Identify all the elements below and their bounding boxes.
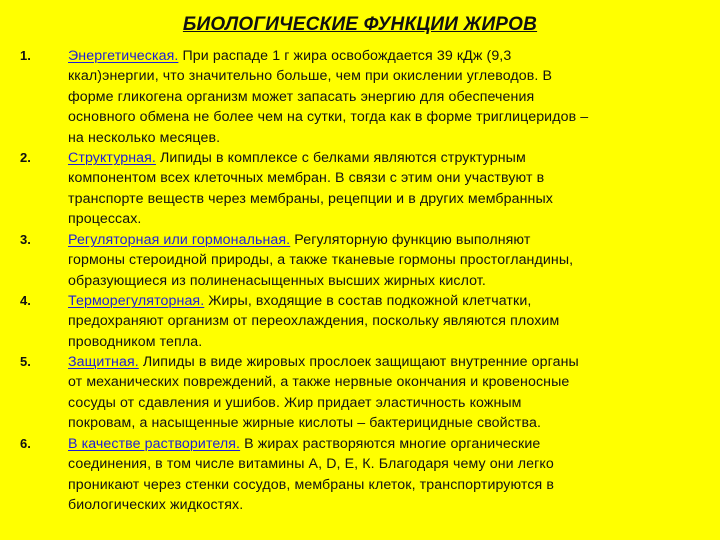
item-term-link[interactable]: Энергетическая. bbox=[68, 48, 179, 64]
item-line: форме гликогена организм может запасать энергию для обеспечения bbox=[68, 88, 535, 105]
item-number: 1. bbox=[20, 48, 31, 63]
item-line: соединения, в том числе витамины А, D, Е, К. Благодаря чему они легко bbox=[68, 456, 554, 473]
item-line: компонентом всех клеточных мембран. В связи с этим они участвуют в bbox=[68, 170, 545, 187]
item-line: процессах. bbox=[68, 211, 142, 228]
item-line: покровам, а насыщенные жирные кислоты – бактерицидные свойства. bbox=[68, 415, 541, 432]
item-number: 6. bbox=[20, 436, 31, 451]
item-line: от механических повреждений, а также нервные окончания и кровеносные bbox=[68, 374, 570, 391]
item-number: 5. bbox=[20, 354, 31, 369]
item-term-link[interactable]: Защитная. bbox=[68, 354, 139, 370]
item-term-link[interactable]: Регуляторная или гормональная. bbox=[68, 232, 291, 248]
item-line: гормоны стероидной природы, а также тканевые гормоны простогландины, bbox=[68, 252, 574, 269]
item-number: 3. bbox=[20, 232, 31, 247]
item-line: образующиеся из полиненасыщенных высших жирных кислот. bbox=[68, 272, 486, 289]
slide-title: БИОЛОГИЧЕСКИЕ ФУНКЦИИ ЖИРОВ bbox=[182, 14, 538, 35]
item-line: предохраняют организм от переохлаждения, поскольку являются плохим bbox=[68, 313, 560, 330]
item-first-line bbox=[68, 291, 708, 311]
item-first-line-text: Жиры, входящие в состав подкожной клетчатки, bbox=[204, 293, 532, 309]
item-first-line-text: При распаде 1 г жира освобождается 39 кДж (9,3 bbox=[178, 48, 512, 64]
item-text bbox=[68, 148, 708, 230]
item-line: сосуды от сдавления и ушибов. Жир придает эластичность кожным bbox=[68, 394, 522, 411]
item-first-line bbox=[68, 230, 708, 250]
item-term-link[interactable]: Терморегуляторная. bbox=[68, 293, 205, 309]
item-line: основного обмена не более чем на сутки, тогда как в форме триглицеридов – bbox=[68, 109, 589, 126]
item-line: на несколько месяцев. bbox=[68, 129, 221, 146]
item-first-line bbox=[68, 434, 708, 454]
item-text bbox=[68, 230, 708, 291]
item-number: 4. bbox=[20, 293, 31, 308]
item-text bbox=[68, 46, 708, 148]
item-line: проникают через стенки сосудов, мембраны клеток, транспортируются в bbox=[68, 476, 555, 493]
item-text bbox=[68, 434, 708, 516]
item-first-line-text: Липиды в виде жировых прослоек защищают внутренние органы bbox=[138, 354, 579, 370]
item-number: 2. bbox=[20, 150, 31, 165]
item-line: биологических жидкостях. bbox=[68, 497, 244, 514]
item-first-line-text: В жирах растворяются многие органические bbox=[240, 436, 541, 452]
item-text bbox=[68, 352, 708, 434]
item-first-line bbox=[68, 46, 708, 66]
item-term-link[interactable]: Структурная. bbox=[68, 150, 156, 166]
item-first-line-text: Регуляторную функцию выполняют bbox=[290, 232, 531, 248]
item-line: проводником тепла. bbox=[68, 333, 203, 350]
item-text bbox=[68, 291, 708, 352]
item-first-line-text: Липиды в комплексе с белками являются структурным bbox=[155, 150, 526, 166]
item-term-link[interactable]: В качестве растворителя. bbox=[68, 436, 241, 452]
item-line: транспорте веществ через мембраны, рецепции и в других мембранных bbox=[68, 190, 553, 207]
item-first-line bbox=[68, 352, 708, 372]
item-line: ккал)энергии, что значительно больше, чем при окислении углеводов. В bbox=[68, 68, 553, 85]
item-first-line bbox=[68, 148, 708, 168]
